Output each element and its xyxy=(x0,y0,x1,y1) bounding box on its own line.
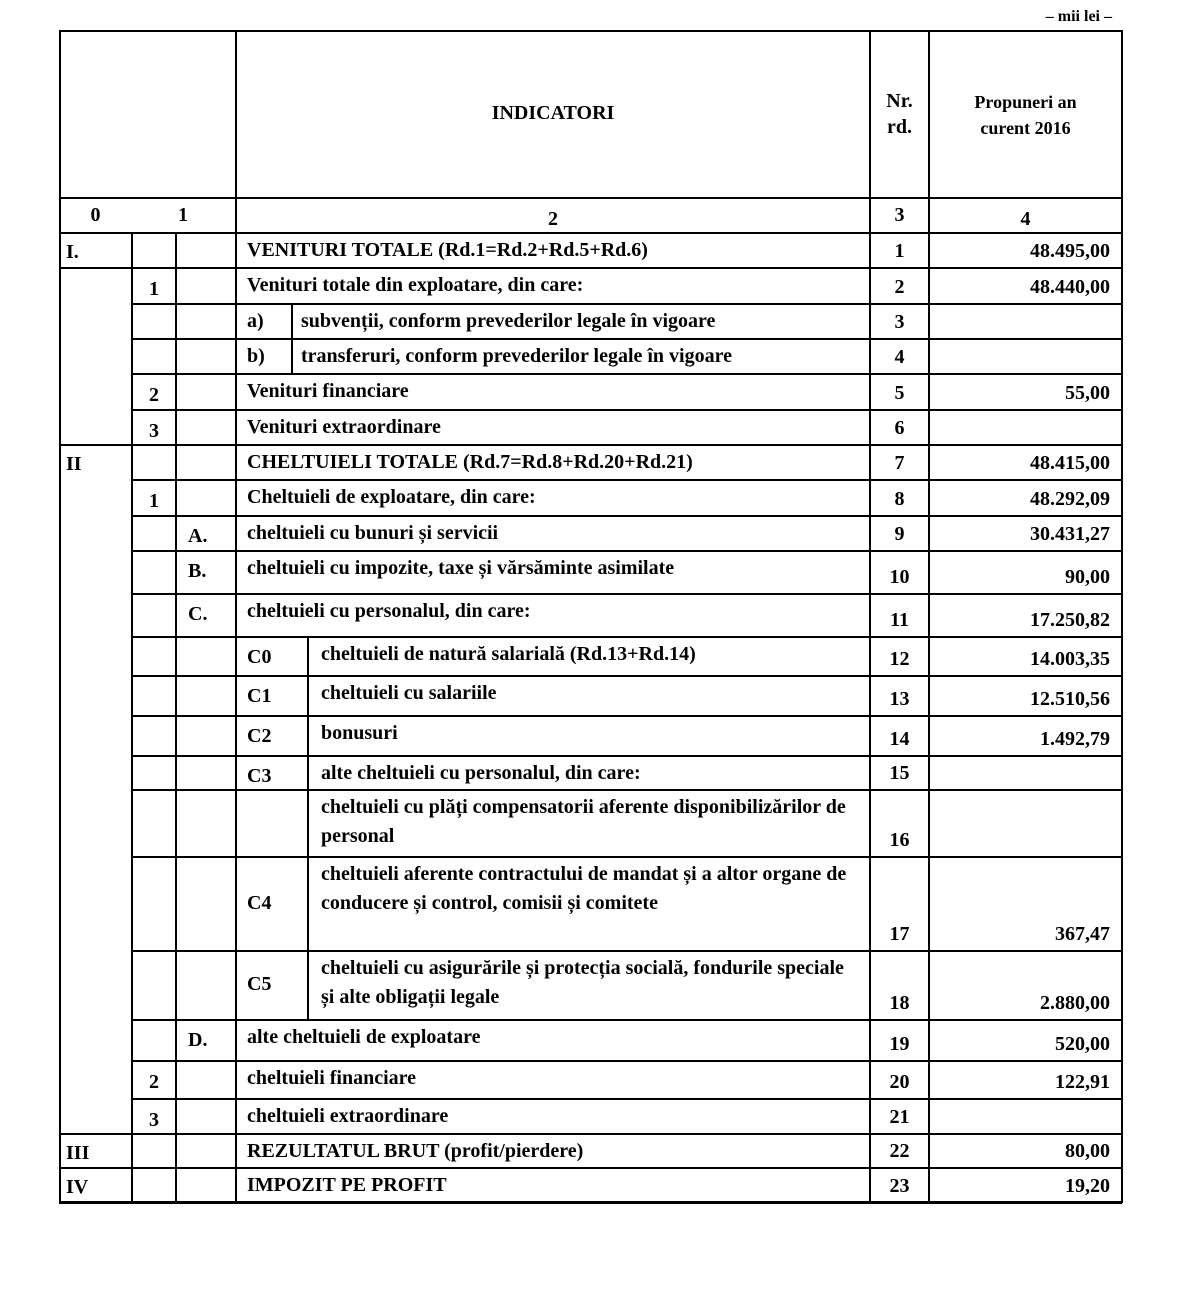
row-divider xyxy=(132,1202,1122,1204)
row-label: cheltuieli cu asigurările și protecția socială, fondurile speciale și alte obligații legale xyxy=(321,957,844,1008)
row-number: 2 xyxy=(149,1071,159,1093)
row-value: 48.415,00 xyxy=(1030,452,1110,474)
column-divider xyxy=(175,716,177,756)
column-number-3: 3 xyxy=(894,204,905,226)
row-label: cheltuieli financiare xyxy=(247,1067,417,1089)
column-divider xyxy=(175,339,177,374)
column-divider xyxy=(175,637,177,676)
header-propuneri: Propuneri an curent 2016 xyxy=(974,92,1077,138)
row-label: cheltuieli cu plăți compensatorii aferente disponibilizărilor de personal xyxy=(321,796,846,847)
roman-numeral: III xyxy=(66,1142,90,1164)
row-divider xyxy=(132,550,1122,552)
row-value: 520,00 xyxy=(1055,1033,1110,1055)
row-divider xyxy=(59,1202,132,1204)
column-divider xyxy=(175,857,177,951)
row-nr: 8 xyxy=(894,488,905,510)
row-value: 48.495,00 xyxy=(1030,240,1110,262)
row-nr: 13 xyxy=(889,688,910,710)
row-nr: 5 xyxy=(894,382,905,404)
row-label: transferuri, conform prevederilor legale în vigoare xyxy=(301,345,733,367)
row-label: Venituri totale din exploatare, din care: xyxy=(247,274,584,296)
row-label: IMPOZIT PE PROFIT xyxy=(247,1174,447,1196)
row-divider xyxy=(132,715,1122,717)
roman-numeral: II xyxy=(66,453,82,475)
row-label: cheltuieli de natură salarială (Rd.13+Rd.14) xyxy=(321,643,696,665)
row-code: C0 xyxy=(247,646,272,668)
row-code: C4 xyxy=(247,892,272,914)
row-value: 2.880,00 xyxy=(1040,992,1110,1014)
row-nr: 1 xyxy=(894,240,905,262)
row-divider xyxy=(132,1133,1122,1135)
column-divider xyxy=(175,594,177,637)
column-divider xyxy=(175,676,177,716)
column-divider xyxy=(175,756,177,790)
row-nr: 11 xyxy=(890,609,909,631)
roman-numeral: IV xyxy=(66,1176,89,1198)
column-divider xyxy=(175,790,177,857)
row-label: Venituri extraordinare xyxy=(247,416,441,438)
row-code: C3 xyxy=(247,765,272,787)
row-nr: 20 xyxy=(889,1071,910,1093)
row-letter: a) xyxy=(247,310,264,332)
row-number: 3 xyxy=(149,1109,159,1131)
column-divider xyxy=(175,233,177,268)
row-letter: b) xyxy=(247,345,265,367)
row-divider xyxy=(132,1019,1122,1021)
row-nr: 21 xyxy=(889,1106,910,1128)
row-nr: 3 xyxy=(894,311,905,333)
row-divider xyxy=(132,267,1122,269)
row-divider xyxy=(59,1167,132,1169)
row-divider xyxy=(132,303,1122,305)
column-divider xyxy=(307,637,309,676)
column-divider xyxy=(175,516,177,551)
row-nr: 12 xyxy=(889,648,910,670)
column-divider xyxy=(131,233,133,1203)
row-nr: 7 xyxy=(894,452,905,474)
row-letter: A. xyxy=(188,525,208,547)
column-number-4: 4 xyxy=(1020,208,1031,230)
row-value: 122,91 xyxy=(1055,1071,1110,1093)
row-value: 80,00 xyxy=(1065,1140,1110,1162)
row-number: 3 xyxy=(149,420,159,442)
row-divider xyxy=(132,856,1122,858)
row-divider xyxy=(132,444,1122,446)
row-value: 17.250,82 xyxy=(1030,609,1110,631)
row-nr: 2 xyxy=(894,276,905,298)
row-label: cheltuieli cu bunuri și servicii xyxy=(247,522,499,544)
column-number-1: 1 xyxy=(178,204,188,226)
column-divider xyxy=(175,445,177,480)
row-divider xyxy=(132,950,1122,952)
row-divider xyxy=(59,232,1122,234)
row-divider xyxy=(132,338,1122,340)
row-divider xyxy=(132,1098,1122,1100)
row-label: Venituri financiare xyxy=(247,380,409,402)
row-letter: C. xyxy=(188,603,208,625)
row-number: 1 xyxy=(149,490,159,512)
row-divider xyxy=(59,267,132,269)
row-value: 19,20 xyxy=(1065,1175,1110,1197)
row-divider xyxy=(132,636,1122,638)
column-divider xyxy=(291,339,293,374)
row-divider xyxy=(132,479,1122,481)
row-label: Cheltuieli de exploatare, din care: xyxy=(247,486,536,508)
row-label: cheltuieli extraordinare xyxy=(247,1105,449,1127)
row-divider xyxy=(132,593,1122,595)
column-divider xyxy=(175,951,177,1020)
header-indicatori: INDICATORI xyxy=(491,102,615,124)
row-nr: 10 xyxy=(889,566,910,588)
row-divider xyxy=(132,373,1122,375)
column-divider xyxy=(307,790,309,857)
row-code: C1 xyxy=(247,685,272,707)
row-code: C2 xyxy=(247,725,272,747)
row-divider xyxy=(132,675,1122,677)
column-divider xyxy=(175,1168,177,1203)
row-label: alte cheltuieli cu personalul, din care: xyxy=(321,762,641,784)
row-nr: 17 xyxy=(889,923,910,945)
row-divider xyxy=(132,409,1122,411)
row-number: 1 xyxy=(149,278,159,300)
row-divider xyxy=(132,515,1122,517)
row-divider xyxy=(132,789,1122,791)
column-divider xyxy=(175,304,177,339)
column-divider xyxy=(307,676,309,716)
row-nr: 19 xyxy=(889,1033,910,1055)
row-label: cheltuieli cu impozite, taxe și vărsăminte asimilate xyxy=(247,557,675,579)
row-value: 48.292,09 xyxy=(1030,488,1110,510)
row-divider xyxy=(59,1133,132,1135)
row-label: cheltuieli cu salariile xyxy=(321,682,497,704)
column-divider xyxy=(307,716,309,756)
column-divider xyxy=(307,857,309,951)
column-divider xyxy=(307,756,309,790)
row-label: subvenții, conform prevederilor legale în vigoare xyxy=(301,310,716,332)
unit-label: – mii lei – xyxy=(1045,8,1112,25)
row-label: CHELTUIELI TOTALE (Rd.7=Rd.8+Rd.20+Rd.21) xyxy=(247,451,693,473)
column-number-2: 2 xyxy=(548,208,558,230)
row-nr: 16 xyxy=(889,829,910,851)
header-nr-rd: Nr. rd. xyxy=(886,90,913,138)
row-label: alte cheltuieli de exploatare xyxy=(247,1026,481,1048)
row-label: cheltuieli cu personalul, din care: xyxy=(247,600,531,622)
row-label: REZULTATUL BRUT (profit/pierdere) xyxy=(247,1140,584,1162)
row-letter: B. xyxy=(188,560,207,582)
row-value: 14.003,35 xyxy=(1030,648,1110,670)
row-number: 2 xyxy=(149,384,159,406)
row-nr: 4 xyxy=(894,346,905,368)
row-nr: 14 xyxy=(889,728,910,750)
row-value: 55,00 xyxy=(1065,382,1110,404)
row-divider xyxy=(132,1060,1122,1062)
row-divider xyxy=(132,755,1122,757)
row-value: 48.440,00 xyxy=(1030,276,1110,298)
row-nr: 18 xyxy=(889,992,910,1014)
column-divider xyxy=(175,1134,177,1168)
row-nr: 9 xyxy=(894,523,905,545)
row-nr: 6 xyxy=(894,417,905,439)
row-value: 30.431,27 xyxy=(1030,523,1110,545)
row-value: 12.510,56 xyxy=(1030,688,1110,710)
row-nr: 15 xyxy=(889,762,910,784)
row-value: 367,47 xyxy=(1055,923,1110,945)
row-divider xyxy=(132,1167,1122,1169)
row-nr: 23 xyxy=(889,1175,910,1197)
column-divider xyxy=(175,551,177,594)
row-code: C5 xyxy=(247,973,272,995)
row-label: cheltuieli aferente contractului de mandat și a altor organe de conducere și control, comisii și comitete xyxy=(321,863,847,914)
column-divider xyxy=(307,951,309,1020)
row-divider xyxy=(59,444,132,446)
row-value: 90,00 xyxy=(1065,566,1110,588)
column-number-0: 0 xyxy=(90,204,101,226)
column-divider xyxy=(291,304,293,339)
roman-numeral: I. xyxy=(66,241,79,263)
row-divider xyxy=(59,197,1122,199)
row-label: VENITURI TOTALE (Rd.1=Rd.2+Rd.5+Rd.6) xyxy=(247,239,648,261)
column-divider xyxy=(175,1020,177,1061)
row-nr: 22 xyxy=(889,1140,910,1162)
row-letter: D. xyxy=(188,1029,208,1051)
row-label: bonusuri xyxy=(321,722,398,744)
row-value: 1.492,79 xyxy=(1040,728,1110,750)
